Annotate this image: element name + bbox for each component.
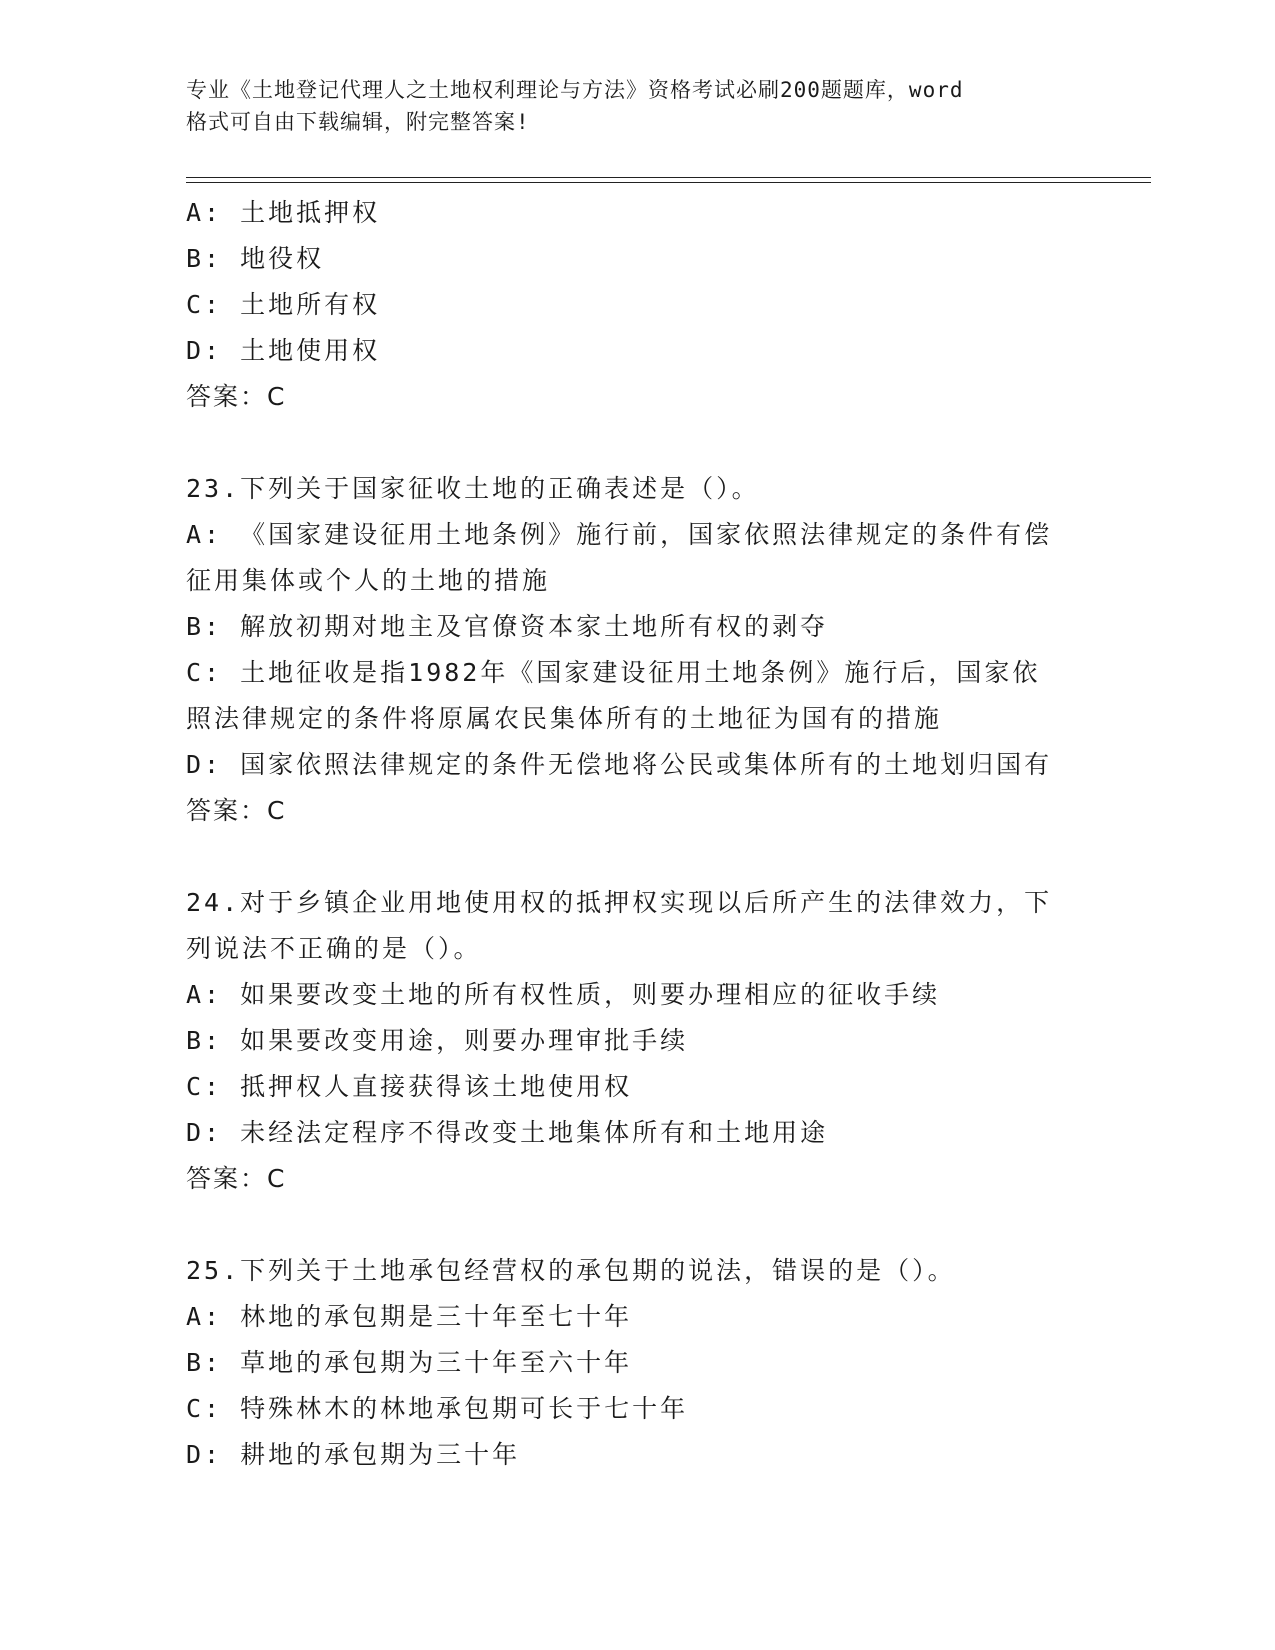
question-23 xyxy=(186,466,1086,834)
spacer xyxy=(186,1202,1086,1248)
option-a-line-1: A: 《国家建设征用土地条例》施行前，国家依照法律规定的条件有偿 xyxy=(186,520,1053,549)
option-b: B: 解放初期对地主及官僚资本家土地所有权的剥夺 xyxy=(186,612,829,641)
document-header xyxy=(186,74,1086,138)
question-22 xyxy=(186,190,1086,420)
question-content xyxy=(186,190,1086,1478)
option-b: B: 如果要改变用途，则要办理审批手续 xyxy=(186,1026,689,1055)
option-a: A: 林地的承包期是三十年至七十年 xyxy=(186,1302,633,1331)
option-b: B: 地役权 xyxy=(186,244,325,273)
header-title-line-2: 格式可自由下载编辑，附完整答案! xyxy=(186,110,530,134)
question-24 xyxy=(186,880,1086,1202)
option-c: C: 土地所有权 xyxy=(186,290,381,319)
option-a: A: 土地抵押权 xyxy=(186,198,381,227)
question-stem-line-2: 列说法不正确的是（）。 xyxy=(186,934,482,963)
option-a: A: 如果要改变土地的所有权性质，则要办理相应的征收手续 xyxy=(186,980,941,1009)
header-divider-bottom xyxy=(186,182,1151,183)
question-stem-line-1: 24.对于乡镇企业用地使用权的抵押权实现以后所产生的法律效力，下 xyxy=(186,888,1053,917)
option-d: D: 耕地的承包期为三十年 xyxy=(186,1440,521,1469)
option-a-line-2: 征用集体或个人的土地的措施 xyxy=(186,566,551,595)
question-stem: 23.下列关于国家征收土地的正确表述是（）。 xyxy=(186,474,760,503)
header-title-line-1: 专业《土地登记代理人之土地权利理论与方法》资格考试必刷200题题库，word xyxy=(186,78,964,102)
answer-label: 答案：C xyxy=(186,382,287,411)
option-d: D: 国家依照法律规定的条件无偿地将公民或集体所有的土地划归国有 xyxy=(186,750,1053,779)
option-c: C: 特殊林木的林地承包期可长于七十年 xyxy=(186,1394,689,1423)
option-d: D: 未经法定程序不得改变土地集体所有和土地用途 xyxy=(186,1118,829,1147)
option-c-line-2: 照法律规定的条件将原属农民集体所有的土地征为国有的措施 xyxy=(186,704,943,733)
option-b: B: 草地的承包期为三十年至六十年 xyxy=(186,1348,633,1377)
header-divider-top xyxy=(186,177,1151,178)
spacer xyxy=(186,834,1086,880)
answer-label: 答案：C xyxy=(186,796,287,825)
question-stem: 25.下列关于土地承包经营权的承包期的说法，错误的是（）。 xyxy=(186,1256,956,1285)
answer-label: 答案：C xyxy=(186,1164,287,1193)
spacer xyxy=(186,420,1086,466)
option-c-line-1: C: 土地征收是指1982年《国家建设征用土地条例》施行后，国家依 xyxy=(186,658,1041,687)
option-d: D: 土地使用权 xyxy=(186,336,381,365)
question-25 xyxy=(186,1248,1086,1478)
option-c: C: 抵押权人直接获得该土地使用权 xyxy=(186,1072,633,1101)
